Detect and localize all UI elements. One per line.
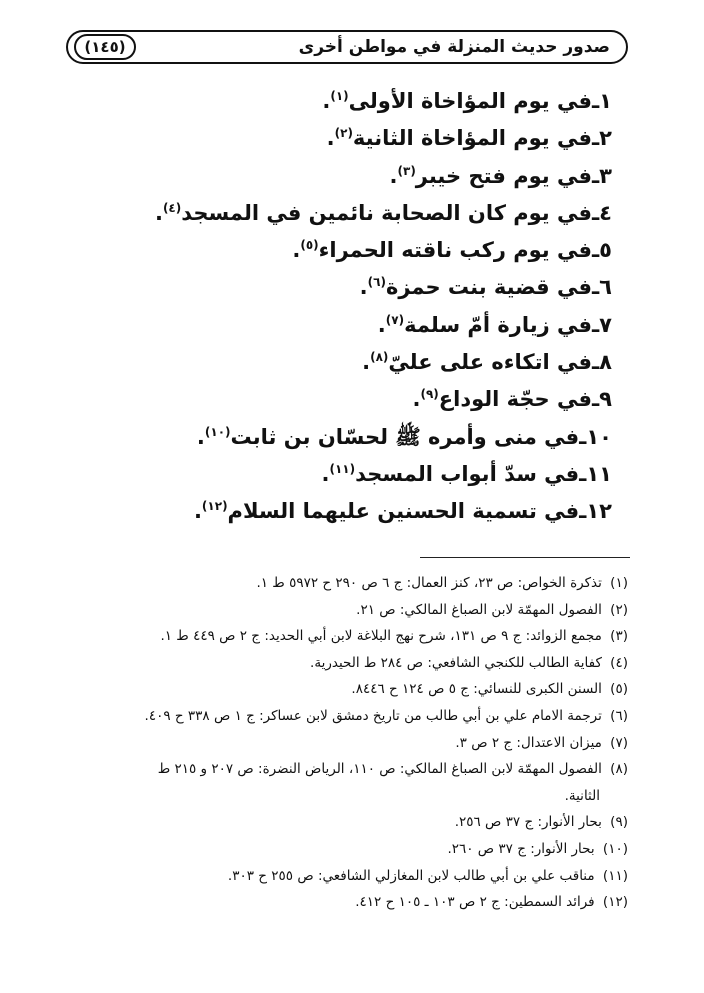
footnote-text: ميزان الاعتدال: ج ٢ ص ٣. <box>455 734 602 751</box>
item-text: في زيارة أمّ سلمة <box>404 312 592 337</box>
footnote <box>68 809 628 836</box>
footnote-text: تذكرة الخواص: ص ٢٣، كنز العمال: ج ٦ ص ٢٩٠ ح ٥٩٧٢ ط ١. <box>256 575 602 591</box>
item-text: في سدّ أبواب المسجد <box>355 461 580 486</box>
footnote-text: مجمع الزوائد: ج ٩ ص ١٣١، شرح نهج البلاغة لابن أبي الحديد: ج ٢ ص ٤٤٩ ط ١. <box>160 628 602 645</box>
item-text: في يوم ركب ناقته الحمراء <box>318 238 592 263</box>
list-item <box>192 488 612 525</box>
footnote <box>68 650 628 677</box>
footnote <box>68 756 628 809</box>
footnote-text: فرائد السمطين: ج ٢ ص ١٠٣ ـ ١٠٥ ح ٤١٢. <box>355 894 595 911</box>
footnote-number: (٤) <box>610 654 628 671</box>
item-number: ٢ـ <box>591 126 612 151</box>
occasions-list <box>154 78 612 526</box>
footnote-text: بحار الأنوار: ج ٣٧ ص ٢٥٦. <box>454 814 602 831</box>
footnote-ref: (٨) <box>370 350 389 365</box>
list-item <box>192 227 612 264</box>
list-item <box>192 339 612 376</box>
footnote-ref: (٩) <box>420 387 439 402</box>
footnote-ref: (٦) <box>367 275 386 290</box>
footnote-number: (٨) <box>610 761 628 778</box>
footnote-ref: (٣) <box>397 163 416 178</box>
footnote-number: (١١) <box>602 867 628 884</box>
footnote-text: مناقب علي بن أبي طالب لابن المغازلي الشافعي: ص ٢٥٥ ح ٣٠٣. <box>227 867 595 884</box>
item-text: في يوم فتح خيبر <box>415 163 592 188</box>
list-item <box>192 153 612 190</box>
item-text: في حجّة الوداع <box>438 387 592 412</box>
item-end: . <box>359 275 368 300</box>
running-title: صدور حديث المنزلة في مواطن أخرى <box>298 37 610 57</box>
item-number: ٩ـ <box>591 387 612 412</box>
footnote <box>68 676 628 703</box>
footnotes-list <box>68 570 628 916</box>
item-text: في منى وأمره ﷺ لحسّان بن ثابت <box>230 424 580 449</box>
footnote-ref: (١) <box>330 89 349 103</box>
item-number: ٤ـ <box>591 200 612 225</box>
footnote <box>68 570 628 597</box>
footnote <box>68 597 628 624</box>
footnote-text: ترجمة الامام علي بن أبي طالب من تاريخ دمشق لابن عساكر: ج ١ ص ٣٣٨ ح ٤٠٩. <box>144 707 602 724</box>
footnote-number: (٧) <box>610 734 628 751</box>
item-text: في يوم كان الصحابة نائمين في المسجد <box>181 200 592 225</box>
item-number: ١١ـ <box>579 461 612 486</box>
footnote-ref: (٤) <box>162 200 182 215</box>
list-item <box>154 190 612 227</box>
footnote-ref: (٥) <box>300 238 319 253</box>
item-text: في قضية بنت حمزة <box>385 275 592 300</box>
page-number: (١٤٥) <box>74 34 136 60</box>
list-item <box>192 414 612 451</box>
item-number: ١٢ـ <box>579 499 612 524</box>
footnote-text: الفصول المهمّة لابن الصباغ المالكي: ص ١١٠، الرياض النضرة: ص ٢٠٧ و ٢١٥ ط <box>157 761 602 778</box>
footnote-continuation: الثانية. <box>564 787 600 804</box>
list-item <box>192 78 612 115</box>
footnote-number: (٢) <box>610 601 628 618</box>
footnote <box>68 730 628 757</box>
item-end: . <box>193 499 202 524</box>
item-number: ٨ـ <box>591 350 612 375</box>
footnote-divider <box>420 557 630 558</box>
footnote <box>68 889 628 916</box>
footnote-ref: (١٢) <box>201 499 228 514</box>
list-item <box>192 302 612 339</box>
footnote-number: (١٠) <box>602 840 628 857</box>
item-text: في اتكاءه على عليّ <box>388 350 592 375</box>
item-end: . <box>362 350 371 375</box>
item-number: ٣ـ <box>591 163 612 188</box>
footnote-number: (٦) <box>610 707 628 724</box>
footnote-number: (٥) <box>610 681 628 698</box>
item-end: . <box>377 312 386 337</box>
item-text: في يوم المؤاخاة الثانية <box>352 126 592 151</box>
page-header <box>66 30 628 64</box>
item-text: في تسمية الحسنين عليهما السلام <box>227 499 580 524</box>
item-end: . <box>292 238 301 263</box>
footnote-text: الفصول المهمّة لابن الصباغ المالكي: ص ٢١. <box>356 601 602 618</box>
footnote-number: (٩) <box>610 814 628 831</box>
footnote-ref: (٢) <box>334 126 353 141</box>
footnote-number: (١٢) <box>602 894 628 911</box>
footnote <box>68 703 628 730</box>
item-number: ١٠ـ <box>579 424 612 449</box>
footnote-number: (٣) <box>610 628 628 645</box>
footnote-ref: (١١) <box>329 461 356 476</box>
footnote-ref: (١٠) <box>204 424 231 439</box>
footnote-text: السنن الكبرى للنسائي: ج ٥ ص ١٢٤ ح ٨٤٤٦. <box>351 681 602 698</box>
list-item <box>192 115 612 152</box>
item-text: في يوم المؤاخاة الأولى <box>348 89 592 113</box>
footnote <box>68 623 628 650</box>
item-number: ٦ـ <box>591 275 612 300</box>
item-end: . <box>196 424 205 449</box>
list-item <box>192 451 612 488</box>
item-number: ١ـ <box>591 89 612 113</box>
item-end: . <box>389 163 398 188</box>
footnote-number: (١) <box>610 575 628 591</box>
footnote-text: بحار الأنوار: ج ٣٧ ص ٢٦٠. <box>447 840 595 857</box>
item-number: ٥ـ <box>591 238 612 263</box>
item-end: . <box>326 126 335 151</box>
footnote-ref: (٧) <box>385 312 405 327</box>
item-end: . <box>322 89 331 113</box>
footnote-text: كفاية الطالب للكنجي الشافعي: ص ٢٨٤ ط الحيدرية. <box>310 654 602 671</box>
item-end: . <box>321 461 330 486</box>
footnote <box>68 836 628 863</box>
item-end: . <box>154 200 163 225</box>
footnote <box>68 863 628 890</box>
list-item <box>192 376 612 413</box>
item-end: . <box>412 387 421 412</box>
list-item <box>192 264 612 301</box>
item-number: ٧ـ <box>591 312 612 337</box>
